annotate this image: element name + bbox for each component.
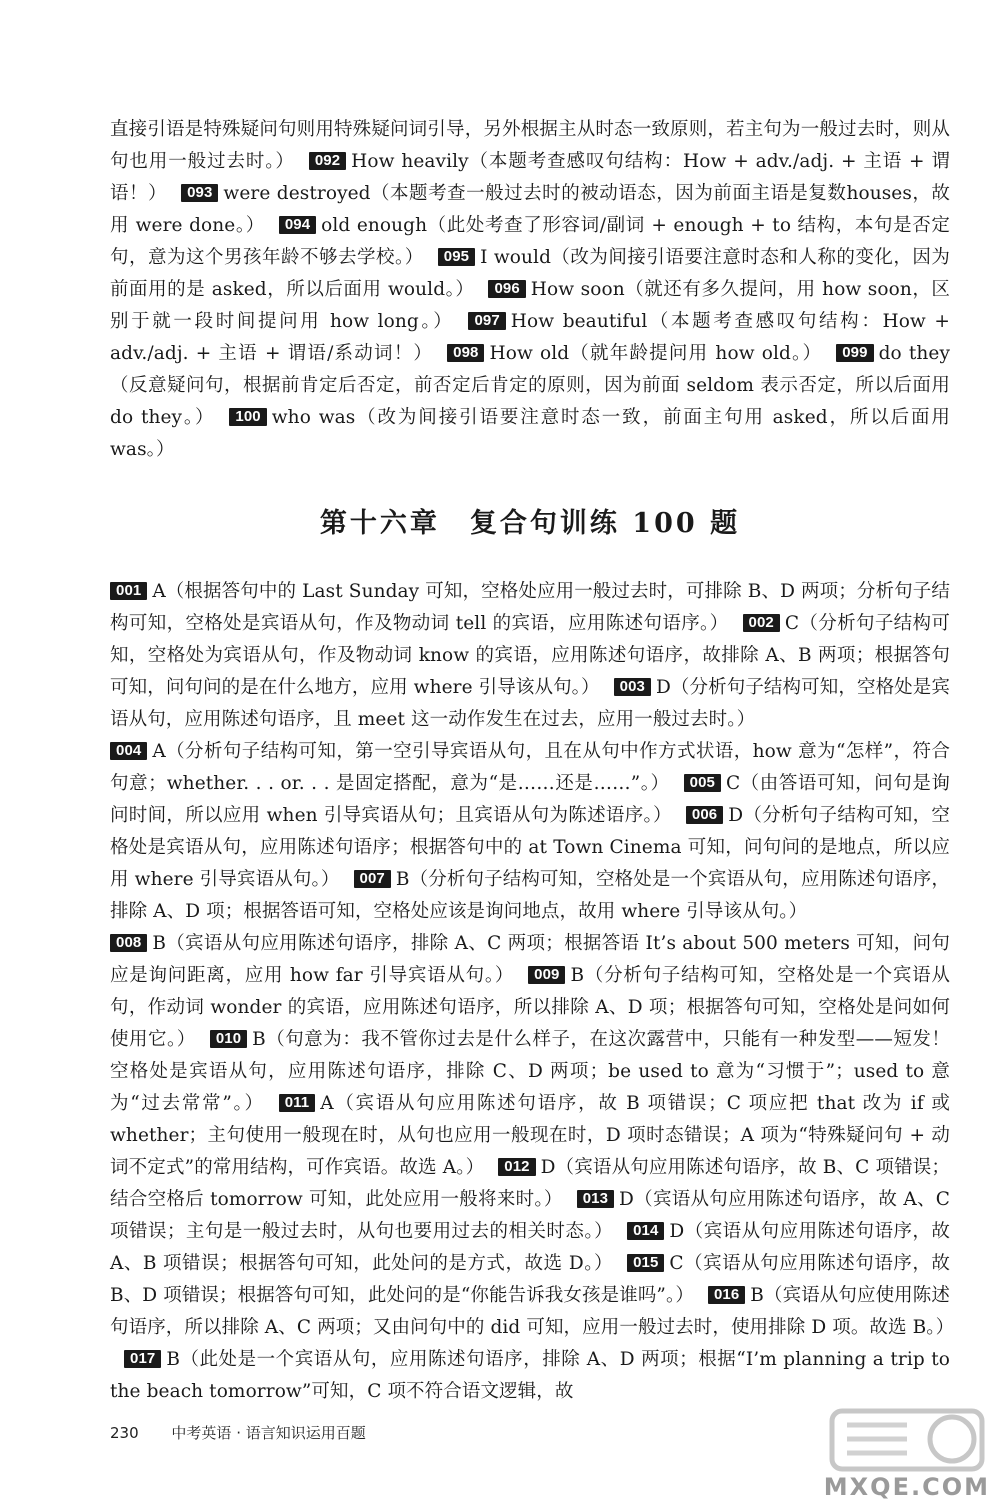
answer-text: B（此处是一个宾语从句，应用陈述句语序，排除 A、D 两项；根据“I’m planning a trip to the beach tomorrow”可知，C 项不符合语文逻辑，故 <box>110 1349 950 1402</box>
question-number-badge: 007 <box>354 870 391 888</box>
question-number-badge: 016 <box>708 1286 745 1304</box>
question-number-badge: 097 <box>468 312 505 330</box>
question-number-badge: 008 <box>110 934 147 952</box>
answer-text: How old（就年龄提问用 how old。） <box>489 343 823 364</box>
question-number-badge: 014 <box>627 1222 664 1240</box>
answer-text: A（分析句子结构可知，第一空引导宾语从句，且在从句中作方式状语，how 意为“怎样”，符合句意；whether. . . or. . . 是固定搭配，意为“是……还是……”。） <box>110 741 950 794</box>
question-number-badge: 015 <box>627 1254 664 1272</box>
question-number-badge: 093 <box>181 184 218 202</box>
page-number: 230 <box>110 1424 139 1442</box>
intro-prefix: 直接引语是特殊疑问句则用特殊疑问词引导，另外根据主从时态一致原则，若主句为一般过去时，则从句也用一般过去时。） <box>110 119 950 172</box>
question-number-badge: 004 <box>110 742 147 760</box>
question-number-badge: 100 <box>229 408 266 426</box>
answer-text: D（分析句子结构可知，空格处是宾语从句，应用陈述句语序；根据答句中的 at Town Cinema 可知，问句问的是地点，所以应用 where 引导宾语从句。） <box>110 805 950 890</box>
page-content <box>110 114 955 1408</box>
answer-paragraph <box>110 928 955 1408</box>
question-number-badge: 096 <box>488 280 525 298</box>
question-number-badge: 003 <box>614 678 651 696</box>
chapter-title: 第十六章 复合句训练 100 题 <box>319 508 741 539</box>
question-number-badge: 005 <box>684 774 721 792</box>
answer-text: D（宾语从句应用陈述句语序，故 A、B 项错误；根据答句可知，此处问的是方式，故选 D。） <box>110 1221 950 1274</box>
answer-text: B（分析句子结构可知，空格处是一个宾语从句，应用陈述句语序，排除 A、D 项；根据答语可知，空格处应该是询问地点，故用 where 引导该从句。） <box>110 869 950 922</box>
intro-paragraph <box>110 114 950 466</box>
answer-text: D（分析句子结构可知，空格处是宾语从句，应用陈述句语序，且 meet 这一动作发生在过去，应用一般过去时。） <box>110 677 950 730</box>
answer-text: D（宾语从句应用陈述句语序，故 A、C 项错误；主句是一般过去时，从句也要用过去的相关时态。） <box>110 1189 951 1242</box>
answer-text: B（句意为：我不管你过去是什么样子，在这次露营中，只能有一种发型——短发！空格处是宾语从句，应用陈述句语序，排除 C、D 两项；be used to 意为“习惯于”；used to 意为“过去常常”。） <box>110 1029 950 1114</box>
answer-text: C（宾语从句应用陈述句语序，故 B、D 项错误；根据答句可知，此处问的是“你能告诉我女孩是谁吗”。） <box>110 1253 951 1306</box>
answer-text: D（宾语从句应用陈述句语序，故 B、C 项错误；结合空格后 tomorrow 可知，此处应用一般将来时。） <box>110 1157 951 1210</box>
question-number-badge: 013 <box>577 1190 614 1208</box>
answer-text: C（由答语可知，问句是询问时间，所以应用 when 引导宾语从句；且宾语从句为陈述语序。） <box>110 773 950 826</box>
answer-text: C（分析句子结构可知，空格处为宾语从句，作及物动词 know 的宾语，应用陈述句语序，故排除 A、B 两项；根据答句可知，问句问的是在什么地方，应用 where 引导该从句。） <box>110 613 950 698</box>
question-number-badge: 011 <box>279 1094 316 1112</box>
answer-text: do they（反意疑问句，根据前肯定后否定，前否定后肯定的原则，因为前面 seldom 表示否定，所以后面用 do they。） <box>110 343 950 428</box>
answer-text: How heavily（本题考查感叹句结构：How + adv./adj. + 主语 + 谓语！） <box>110 151 950 204</box>
page-footer <box>110 1422 366 1443</box>
question-number-badge: 098 <box>447 344 484 362</box>
question-number-badge: 010 <box>210 1030 247 1048</box>
answer-paragraph <box>110 736 950 928</box>
question-number-badge: 001 <box>110 582 147 600</box>
answer-text: I would（改为间接引语要注意时态和人称的变化，因为前面用的是 asked，所以后面用 would。） <box>110 247 951 300</box>
answer-text: A（宾语从句应用陈述句语序，故 B 项错误；C 项应把 that 改为 if 或 whether；主句使用一般现在时，从句也应用一般现在时，D 项时态错误；A 项为“特殊疑问句 + 动词不定式”的常用结构，可作宾语。故选 A。） <box>110 1093 950 1178</box>
question-number-badge: 094 <box>279 216 316 234</box>
answer-text: were destroyed（本题考查一般过去时的被动语态，因为前面主语是复数houses，故用 were done。） <box>110 183 950 236</box>
answer-text: How soon（就还有多久提问，用 how soon，区别于就一段时间提问用 how long。） <box>110 279 950 332</box>
book-title: 中考英语 · 语言知识运用百题 <box>171 1424 366 1442</box>
answer-text: B（宾语从句应用陈述句语序，排除 A、C 两项；根据答语 It’s about 500 meters 可知，问句应是询问距离，应用 how far 引导宾语从句。） <box>110 933 950 986</box>
question-number-badge: 099 <box>836 344 873 362</box>
answer-text: B（分析句子结构可知，空格处是一个宾语从句，作动词 wonder 的宾语，应用陈述句语序，所以排除 A、D 项；根据答句可知，空格处是问如何使用它。） <box>110 965 950 1050</box>
question-number-badge: 092 <box>309 152 346 170</box>
answer-text: B（宾语从句应使用陈述句语序，所以排除 A、C 两项；又由问句中的 did 可知，应用一般过去时，使用排除 D 项。故选 B。） <box>110 1285 955 1338</box>
answer-item <box>110 1349 950 1402</box>
intro-item <box>433 343 822 364</box>
intro-item <box>110 407 950 460</box>
answer-paragraph <box>110 576 950 736</box>
answer-text: How beautiful（本题考查感叹句结构：How + adv./adj. + 主语 + 谓语/系动词！） <box>110 311 950 364</box>
question-number-badge: 006 <box>686 806 723 824</box>
question-number-badge: 095 <box>438 248 475 266</box>
answer-text: A（根据答句中的 Last Sunday 可知，空格处应用一般过去时，可排除 B、D 两项；分析句子结构可知，空格处是宾语从句，作及物动词 tell 的宾语，应用陈述句语序。） <box>110 581 950 634</box>
question-number-badge: 009 <box>528 966 565 984</box>
question-number-badge: 002 <box>743 614 780 632</box>
answer-text: old enough（此处考查了形容词/副词 + enough + to 结构，本句是否定句，意为这个男孩年龄不够去学校。） <box>110 215 950 268</box>
watermark-text: MXQE.COM <box>823 1473 990 1501</box>
question-number-badge: 017 <box>124 1350 161 1368</box>
question-number-badge: 012 <box>498 1158 535 1176</box>
answer-text: who was（改为间接引语要注意时态一致，前面主句用 asked，所以后面用 was。） <box>110 407 951 460</box>
